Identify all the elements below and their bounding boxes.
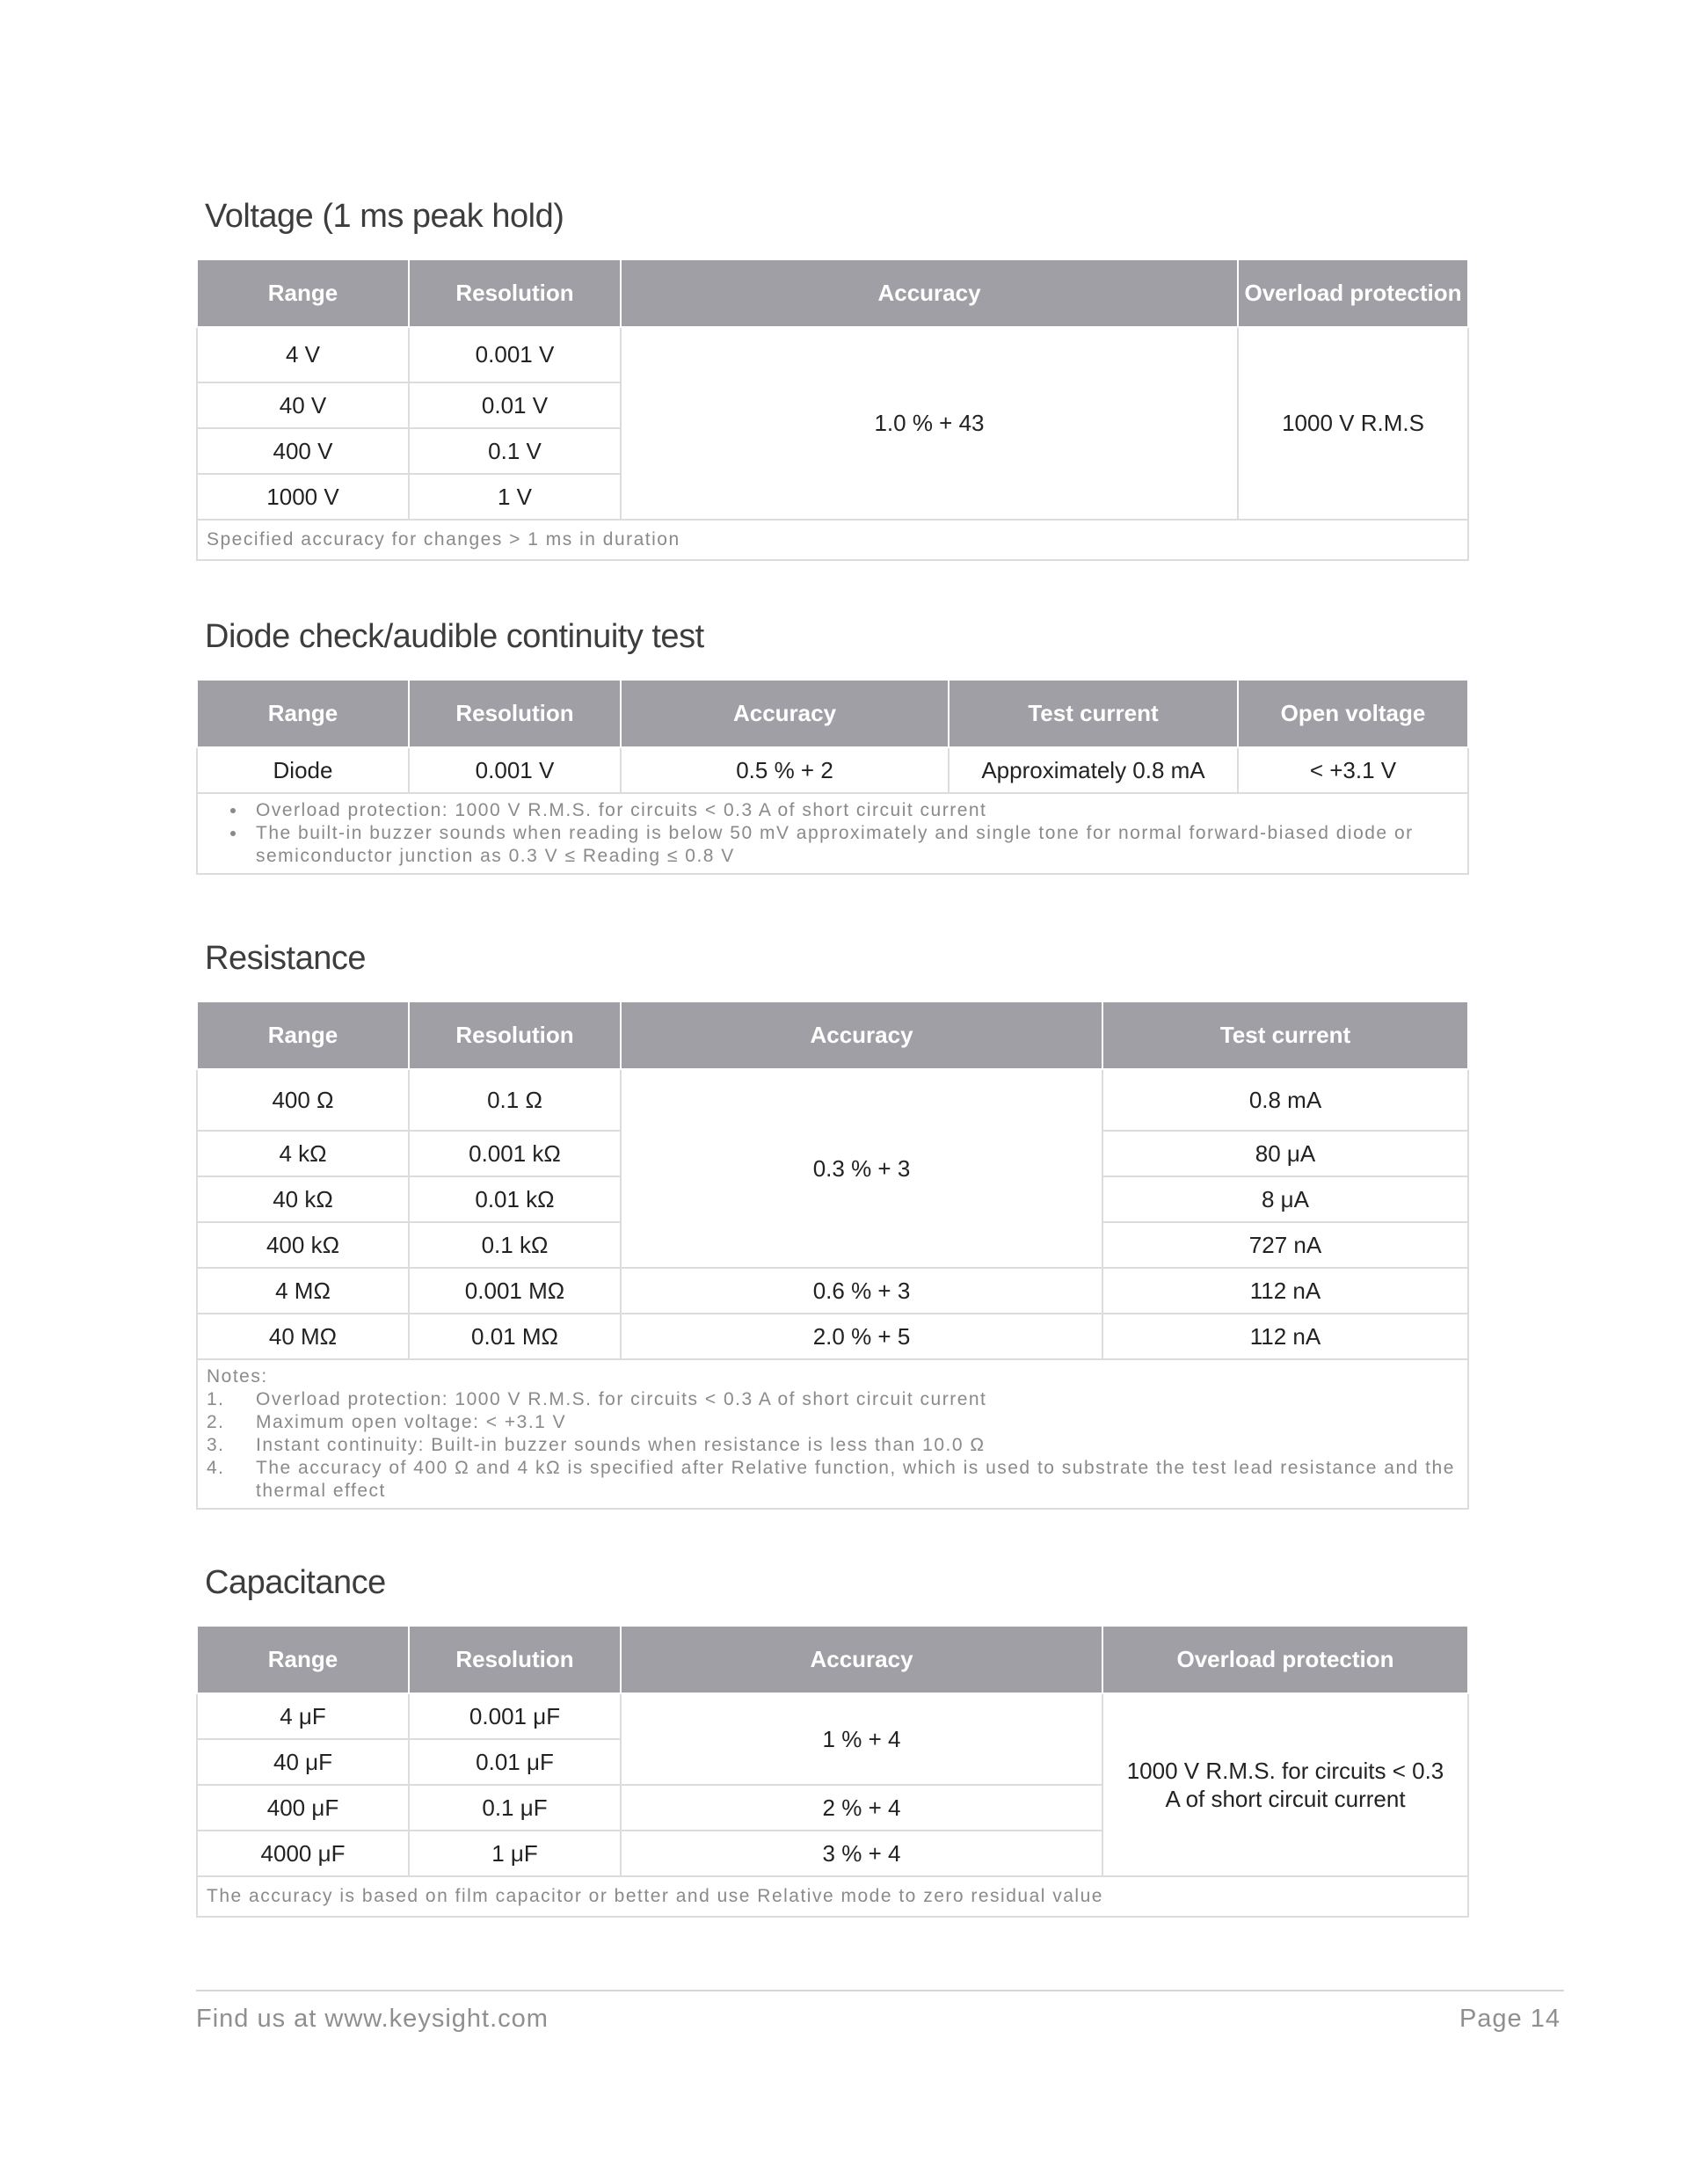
resolution-cell: 0.001 V (409, 327, 621, 382)
note-item (207, 1457, 1459, 1503)
table-note (197, 1359, 1468, 1509)
note-item (207, 1388, 1459, 1411)
column-header: Resolution (409, 1001, 621, 1069)
table-row (197, 1069, 1468, 1131)
open-voltage-cell: < +3.1 V (1238, 747, 1468, 793)
table-note (197, 793, 1468, 874)
resolution-cell: 0.001 μF (409, 1693, 621, 1739)
table-row (197, 1268, 1468, 1314)
range-cell: 40 μF (197, 1739, 409, 1785)
capacitance-title: Capacitance (205, 1564, 386, 1601)
note-text: Overload protection: 1000 V R.M.S. for circuits < 0.3 A of short circuit current (256, 1389, 987, 1409)
range-cell: 400 V (197, 428, 409, 474)
range-cell: 40 MΩ (197, 1314, 409, 1359)
accuracy-cell: 3 % + 4 (621, 1831, 1102, 1876)
voltage-table (196, 258, 1469, 561)
table-header-row (197, 680, 1468, 747)
resolution-cell: 0.001 V (409, 747, 621, 793)
resolution-cell: 0.01 μF (409, 1739, 621, 1785)
table-header-row (197, 1626, 1468, 1693)
range-cell: 400 kΩ (197, 1222, 409, 1268)
column-header: Resolution (409, 259, 621, 327)
note-row (197, 520, 1468, 560)
column-header: Range (197, 259, 409, 327)
overload-cell: 1000 V R.M.S. for circuits < 0.3 A of short circuit current (1102, 1693, 1468, 1876)
note-text: Instant continuity: Built-in buzzer sounds when resistance is less than 10.0 Ω (256, 1435, 986, 1455)
test-current-cell: 727 nA (1102, 1222, 1468, 1268)
resolution-cell: 0.1 Ω (409, 1069, 621, 1131)
column-header: Test current (1102, 1001, 1468, 1069)
resolution-cell: 0.01 V (409, 382, 621, 428)
test-current-cell: 8 μA (1102, 1176, 1468, 1222)
range-cell: 40 V (197, 382, 409, 428)
range-cell: 1000 V (197, 474, 409, 520)
diode-table (196, 679, 1469, 875)
range-cell: 40 kΩ (197, 1176, 409, 1222)
note-item (207, 1411, 1459, 1434)
column-header: Overload protection (1238, 259, 1468, 327)
column-header: Accuracy (621, 1626, 1102, 1693)
footer-website-text: Find us at www.keysight.com (196, 2005, 549, 2033)
footer-divider (196, 1990, 1564, 1991)
table-row (197, 1693, 1468, 1739)
test-current-cell: 112 nA (1102, 1314, 1468, 1359)
note-number: 4. (207, 1458, 225, 1478)
column-header: Range (197, 1001, 409, 1069)
column-header: Resolution (409, 1626, 621, 1693)
accuracy-cell: 0.6 % + 3 (621, 1268, 1102, 1314)
resolution-cell: 0.001 MΩ (409, 1268, 621, 1314)
table-row (197, 1314, 1468, 1359)
column-header: Open voltage (1238, 680, 1468, 747)
test-current-cell: Approximately 0.8 mA (949, 747, 1238, 793)
accuracy-cell: 1 % + 4 (621, 1693, 1102, 1785)
column-header: Accuracy (621, 680, 949, 747)
test-current-cell: 112 nA (1102, 1268, 1468, 1314)
resolution-cell: 0.001 kΩ (409, 1131, 621, 1176)
resolution-cell: 1 V (409, 474, 621, 520)
note-number: 2. (207, 1412, 225, 1432)
test-current-cell: 80 μA (1102, 1131, 1468, 1176)
capacitance-table (196, 1625, 1469, 1918)
column-header: Resolution (409, 680, 621, 747)
column-header: Test current (949, 680, 1238, 747)
test-current-cell: 0.8 mA (1102, 1069, 1468, 1131)
range-cell: 4 μF (197, 1693, 409, 1739)
page-number: Page 14 (1459, 2005, 1561, 2033)
range-cell: 4000 μF (197, 1831, 409, 1876)
note-number: 1. (207, 1389, 225, 1409)
note-row (197, 1876, 1468, 1917)
note-row (197, 793, 1468, 874)
resolution-cell: 0.01 MΩ (409, 1314, 621, 1359)
resolution-cell: 1 μF (409, 1831, 621, 1876)
resolution-cell: 0.1 μF (409, 1785, 621, 1831)
table-row (197, 747, 1468, 793)
note-number: 3. (207, 1435, 225, 1455)
column-header: Range (197, 1626, 409, 1693)
range-cell: 4 MΩ (197, 1268, 409, 1314)
notes-label: Notes: (207, 1366, 268, 1387)
resistance-title: Resistance (205, 940, 366, 977)
column-header: Accuracy (621, 1001, 1102, 1069)
accuracy-cell: 2 % + 4 (621, 1785, 1102, 1831)
column-header: Accuracy (621, 259, 1238, 327)
table-header-row (197, 1001, 1468, 1069)
table-note: The accuracy is based on film capacitor or better and use Relative mode to zero residual value (197, 1876, 1468, 1917)
note-bullet: • The built-in buzzer sounds when reading is below 50 mV approximately and single tone for normal forward-biased diode or semiconductor junction as 0.3 V ≤ Reading ≤ 0.8 V (247, 822, 1459, 868)
accuracy-cell: 0.3 % + 3 (621, 1069, 1102, 1268)
range-cell: 400 Ω (197, 1069, 409, 1131)
accuracy-cell: 1.0 % + 43 (621, 327, 1238, 520)
resolution-cell: 0.01 kΩ (409, 1176, 621, 1222)
column-header: Overload protection (1102, 1626, 1468, 1693)
voltage-title: Voltage (1 ms peak hold) (205, 198, 564, 235)
accuracy-cell: 2.0 % + 5 (621, 1314, 1102, 1359)
column-header: Range (197, 680, 409, 747)
resistance-table (196, 1001, 1469, 1510)
resolution-cell: 0.1 kΩ (409, 1222, 621, 1268)
range-cell: Diode (197, 747, 409, 793)
range-cell: 400 μF (197, 1785, 409, 1831)
note-row (197, 1359, 1468, 1509)
range-cell: 4 kΩ (197, 1131, 409, 1176)
note-text: Maximum open voltage: < +3.1 V (256, 1412, 567, 1432)
table-row (197, 327, 1468, 382)
note-text: The accuracy of 400 Ω and 4 kΩ is specified after Relative function, which is used to substrate the test lead resistance and the thermal effect (256, 1458, 1455, 1501)
overload-cell: 1000 V R.M.S (1238, 327, 1468, 520)
table-note: Specified accuracy for changes > 1 ms in duration (197, 520, 1468, 560)
accuracy-cell: 0.5 % + 2 (621, 747, 949, 793)
diode-title: Diode check/audible continuity test (205, 618, 704, 655)
resolution-cell: 0.1 V (409, 428, 621, 474)
range-cell: 4 V (197, 327, 409, 382)
note-item (207, 1434, 1459, 1457)
note-bullet: • Overload protection: 1000 V R.M.S. for circuits < 0.3 A of short circuit current (247, 799, 1459, 822)
table-header-row (197, 259, 1468, 327)
